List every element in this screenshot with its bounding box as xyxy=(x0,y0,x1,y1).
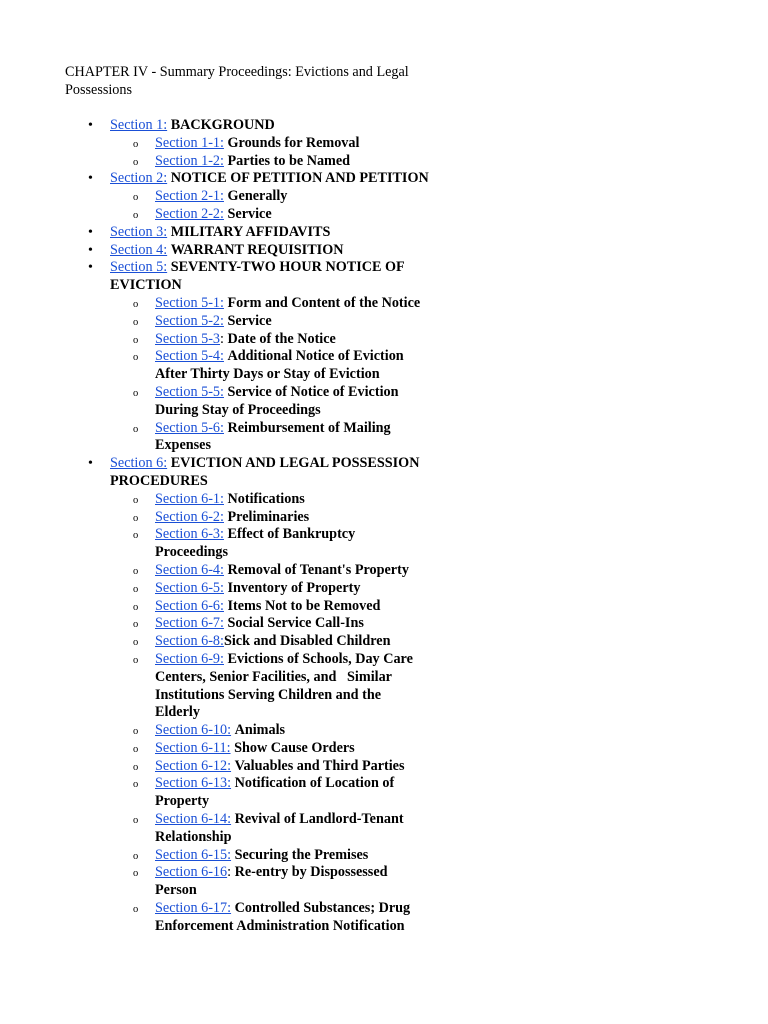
section-link[interactable]: Section 6: xyxy=(110,455,168,472)
section-title: BACKGROUND xyxy=(170,117,275,133)
subsection-link[interactable]: Section 6-2: xyxy=(155,508,224,525)
subsection-link[interactable]: Section 5-1: xyxy=(155,294,224,311)
subsection-link[interactable]: Section 6-12: xyxy=(155,757,232,774)
subsection-item xyxy=(155,526,427,562)
subsection-item xyxy=(155,348,427,384)
subsection-link[interactable]: Section 6-6: xyxy=(155,597,224,614)
subsection-item xyxy=(155,135,427,153)
subsection-title: Show Cause Orders xyxy=(234,739,355,756)
subsection-item xyxy=(155,206,427,224)
subsection-link[interactable]: Section 6-4: xyxy=(155,561,224,578)
subsection-title: Effect of Bankruptcy Proceedings xyxy=(155,526,359,561)
subsection-link[interactable]: Section 6-3: xyxy=(155,526,224,543)
section-title: WARRANT REQUISITION xyxy=(170,241,344,258)
subsection-title: Notifications xyxy=(227,490,305,507)
subsection-list xyxy=(110,491,445,936)
subsection-title: Inventory of Property xyxy=(227,579,361,596)
subsection-title: Animals xyxy=(234,722,286,739)
subsection-link[interactable]: Section 6-16 xyxy=(155,864,228,881)
subsection-item xyxy=(155,562,427,580)
subsection-item xyxy=(155,758,427,776)
link-separator: : xyxy=(220,330,228,347)
subsection-item xyxy=(155,331,427,349)
subsection-item xyxy=(155,615,427,633)
subsection-link[interactable]: Section 6-1: xyxy=(155,490,224,507)
subsection-title: Form and Content of the Notice xyxy=(227,294,421,311)
subsection-link[interactable]: Section 5-2: xyxy=(155,312,224,329)
subsection-link[interactable]: Section 5-4: xyxy=(155,348,224,365)
subsection-item xyxy=(155,633,427,651)
subsection-title: Removal of Tenant's Property xyxy=(227,561,409,578)
subsection-title: Service of Notice of Eviction During Stay of Proceedings xyxy=(155,383,403,418)
subsection-title: Sick and Disabled Children xyxy=(223,633,391,650)
subsection-link[interactable]: Section 6-7: xyxy=(155,615,224,632)
subsection-link[interactable]: Section 1-1: xyxy=(155,134,224,151)
table-of-contents xyxy=(65,117,445,936)
subsection-title: Valuables and Third Parties xyxy=(234,757,405,774)
subsection-link[interactable]: Section 6-17: xyxy=(155,900,232,917)
link-separator: : xyxy=(227,864,235,881)
subsection-list xyxy=(110,135,445,171)
subsection-item xyxy=(155,740,427,758)
section-item xyxy=(110,224,445,242)
subsection-item xyxy=(155,295,427,313)
section-item xyxy=(110,170,445,223)
subsection-title: Service xyxy=(227,205,272,222)
subsection-title: Social Service Call-Ins xyxy=(227,615,364,632)
subsection-link[interactable]: Section 6-14: xyxy=(155,811,232,828)
subsection-title: Reimbursement of Mailing Expenses xyxy=(155,419,395,454)
subsection-title: Parties to be Named xyxy=(227,152,351,169)
subsection-item xyxy=(155,811,427,847)
subsection-link[interactable]: Section 6-15: xyxy=(155,846,232,863)
chapter-title: CHAPTER IV - Summary Proceedings: Evictions and Legal Possessions xyxy=(65,64,409,98)
subsection-list xyxy=(110,188,445,224)
section-item xyxy=(110,455,445,936)
subsection-item xyxy=(155,420,427,456)
subsection-item xyxy=(155,864,427,900)
section-link[interactable]: Section 1: xyxy=(110,117,168,133)
subsection-title: Generally xyxy=(227,188,288,205)
section-item xyxy=(110,242,445,260)
subsection-title: Securing the Premises xyxy=(234,846,369,863)
section-title: SEVENTY-TWO HOUR NOTICE OF EVICTION xyxy=(110,259,408,294)
subsection-link[interactable]: Section 6-11: xyxy=(155,739,231,756)
section-link[interactable]: Section 2: xyxy=(110,170,168,187)
subsection-item xyxy=(155,900,427,936)
section-title: EVICTION AND LEGAL POSSESSION PROCEDURES xyxy=(110,455,423,489)
subsection-title: Preliminaries xyxy=(227,508,310,525)
section-link[interactable]: Section 5: xyxy=(110,259,168,276)
subsection-link[interactable]: Section 6-10: xyxy=(155,722,232,739)
subsection-title: Revival of Landlord-Tenant Relationship xyxy=(155,811,408,845)
subsection-link[interactable]: Section 5-6: xyxy=(155,419,224,436)
document-body xyxy=(65,63,445,936)
subsection-item xyxy=(155,491,427,509)
subsection-title: Additional Notice of Eviction After Thirty Days or Stay of Eviction xyxy=(155,348,407,383)
subsection-title: Grounds for Removal xyxy=(227,134,360,151)
subsection-item xyxy=(155,847,427,865)
subsection-title: Notification of Location of Property xyxy=(155,775,398,810)
subsection-item xyxy=(155,651,427,722)
subsection-link[interactable]: Section 6-8: xyxy=(155,633,224,650)
subsection-link[interactable]: Section 5-3 xyxy=(155,330,221,347)
subsection-title: Controlled Substances; Drug Enforcement Administration Notification xyxy=(155,900,414,934)
subsection-title: Items Not to be Removed xyxy=(227,597,381,614)
subsection-link[interactable]: Section 2-2: xyxy=(155,205,224,222)
subsection-title: Date of the Notice xyxy=(227,330,336,347)
subsection-title: Evictions of Schools, Day Care Centers, Senior Facilities, and Similar Institutions Serving Children and the Elderly xyxy=(155,650,417,721)
subsection-title: Service xyxy=(227,312,272,329)
section-item xyxy=(110,117,445,170)
subsection-item xyxy=(155,509,427,527)
subsection-link[interactable]: Section 6-9: xyxy=(155,650,224,667)
subsection-item xyxy=(155,384,427,420)
subsection-link[interactable]: Section 6-5: xyxy=(155,579,224,596)
subsection-item xyxy=(155,313,427,331)
section-link[interactable]: Section 4: xyxy=(110,241,168,258)
subsection-title: Re-entry by Dispossessed Person xyxy=(155,864,392,899)
subsection-link[interactable]: Section 5-5: xyxy=(155,383,224,400)
subsection-item xyxy=(155,580,427,598)
subsection-link[interactable]: Section 2-1: xyxy=(155,188,224,205)
section-title: NOTICE OF PETITION AND PETITION xyxy=(170,170,429,187)
section-title: MILITARY AFFIDAVITS xyxy=(170,223,331,240)
subsection-item xyxy=(155,775,427,811)
subsection-item xyxy=(155,188,427,206)
subsection-item xyxy=(155,722,427,740)
subsection-list xyxy=(110,295,445,455)
subsection-link[interactable]: Section 1-2: xyxy=(155,152,224,169)
subsection-item xyxy=(155,153,427,171)
section-link[interactable]: Section 3: xyxy=(110,223,168,240)
subsection-item xyxy=(155,598,427,616)
section-item xyxy=(110,259,445,455)
subsection-link[interactable]: Section 6-13: xyxy=(155,775,232,792)
